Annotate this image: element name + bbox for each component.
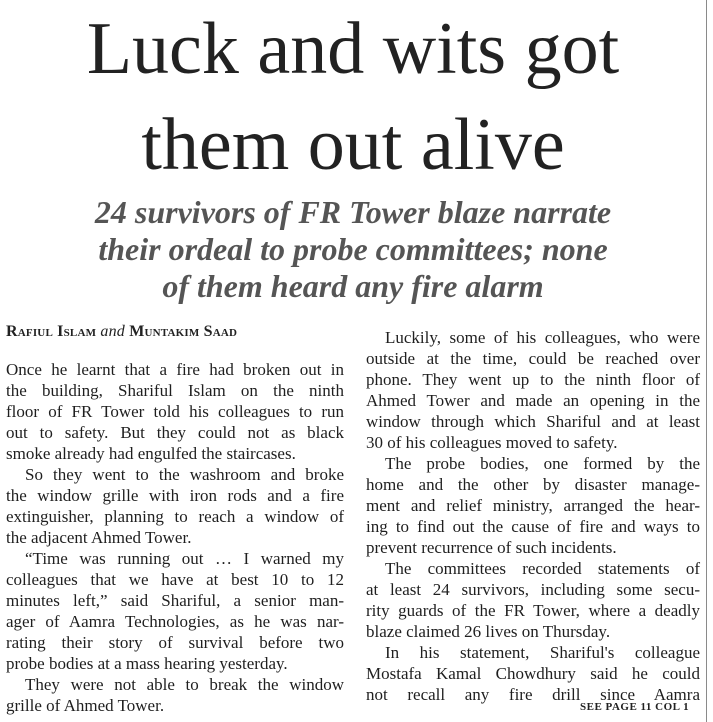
column-rule	[706, 0, 707, 722]
body-line: colleagues that we have at best 10 to 12	[6, 570, 344, 589]
body-line: extinguisher, planning to reach a window of	[6, 507, 344, 526]
deck-line-3: of them heard any fire alarm	[162, 268, 544, 304]
body-line: blaze claimed 26 lives on Thursday.	[366, 622, 611, 641]
body-line: Ahmed Tower and made an opening in the	[366, 391, 700, 410]
body-line: probe bodies at a mass hearing yesterday.	[6, 654, 288, 673]
body-line: at least 24 survivors, including some secu-	[366, 580, 700, 599]
byline-author-1: Rafiul Islam	[6, 323, 97, 340]
body-line: not recall any fire drill since Aamra	[366, 685, 700, 704]
body-line: rity guards of the FR Tower, where a deadly	[366, 601, 700, 620]
body-line: the building, Shariful Islam on the ninth	[6, 381, 344, 400]
continued-jump-line: SEE PAGE 11 COL 1	[580, 701, 690, 713]
byline-and: and	[100, 323, 125, 340]
body-line: window through which Shariful and at least	[366, 412, 700, 431]
body-line: The probe bodies, one formed by the	[385, 454, 700, 473]
deck-line-1: 24 survivors of FR Tower blaze narrate	[94, 194, 612, 230]
body-line: the adjacent Ahmed Tower.	[6, 528, 192, 547]
body-line: the window grille with iron rods and a fire	[6, 486, 344, 505]
byline-author-2: Muntakim Saad	[129, 323, 238, 340]
byline	[6, 323, 237, 341]
body-line: “Time was running out … I warned my	[25, 549, 344, 568]
headline-line-1: Luck and wits got	[86, 8, 620, 90]
body-line: phone. They went up to the ninth floor of	[366, 370, 700, 389]
body-line: grille of Ahmed Tower.	[6, 696, 165, 715]
body-line: home and the other by disaster manage-	[366, 475, 700, 494]
body-line: Mostafa Kamal Chowdhury said he could	[366, 664, 700, 683]
body-line: ment and relief ministry, arranged the hear-	[366, 496, 700, 515]
body-line: out to safety. But they could not as black	[6, 423, 344, 442]
body-line: floor of FR Tower told his colleagues to run	[6, 402, 344, 421]
body-line: Luckily, some of his colleagues, who were	[385, 328, 700, 347]
body-line: outside at the time, could be reached over	[366, 349, 700, 368]
body-line: minutes left,” said Shariful, a senior man-	[6, 591, 344, 610]
body-line: rating their story of survival before two	[6, 633, 344, 652]
headline-line-2: them out alive	[141, 104, 565, 186]
body-line: 30 of his colleagues moved to safety.	[366, 433, 618, 452]
body-line: In his statement, Shariful's colleague	[385, 643, 700, 662]
body-line: They were not able to break the window	[25, 675, 344, 694]
body-line: smoke already had engulfed the staircases.	[6, 444, 296, 463]
body-line: So they went to the washroom and broke	[25, 465, 344, 484]
body-line: prevent recurrence of such incidents.	[366, 538, 617, 557]
deck-line-2: their ordeal to probe committees; none	[98, 231, 608, 267]
body-line: The committees recorded statements of	[385, 559, 700, 578]
body-line: ing to find out the cause of fire and ways to	[366, 517, 700, 536]
body-line: ager of Aamra Technologies, as he was nar-	[6, 612, 344, 631]
body-line: Once he learnt that a fire had broken out in	[6, 360, 344, 379]
